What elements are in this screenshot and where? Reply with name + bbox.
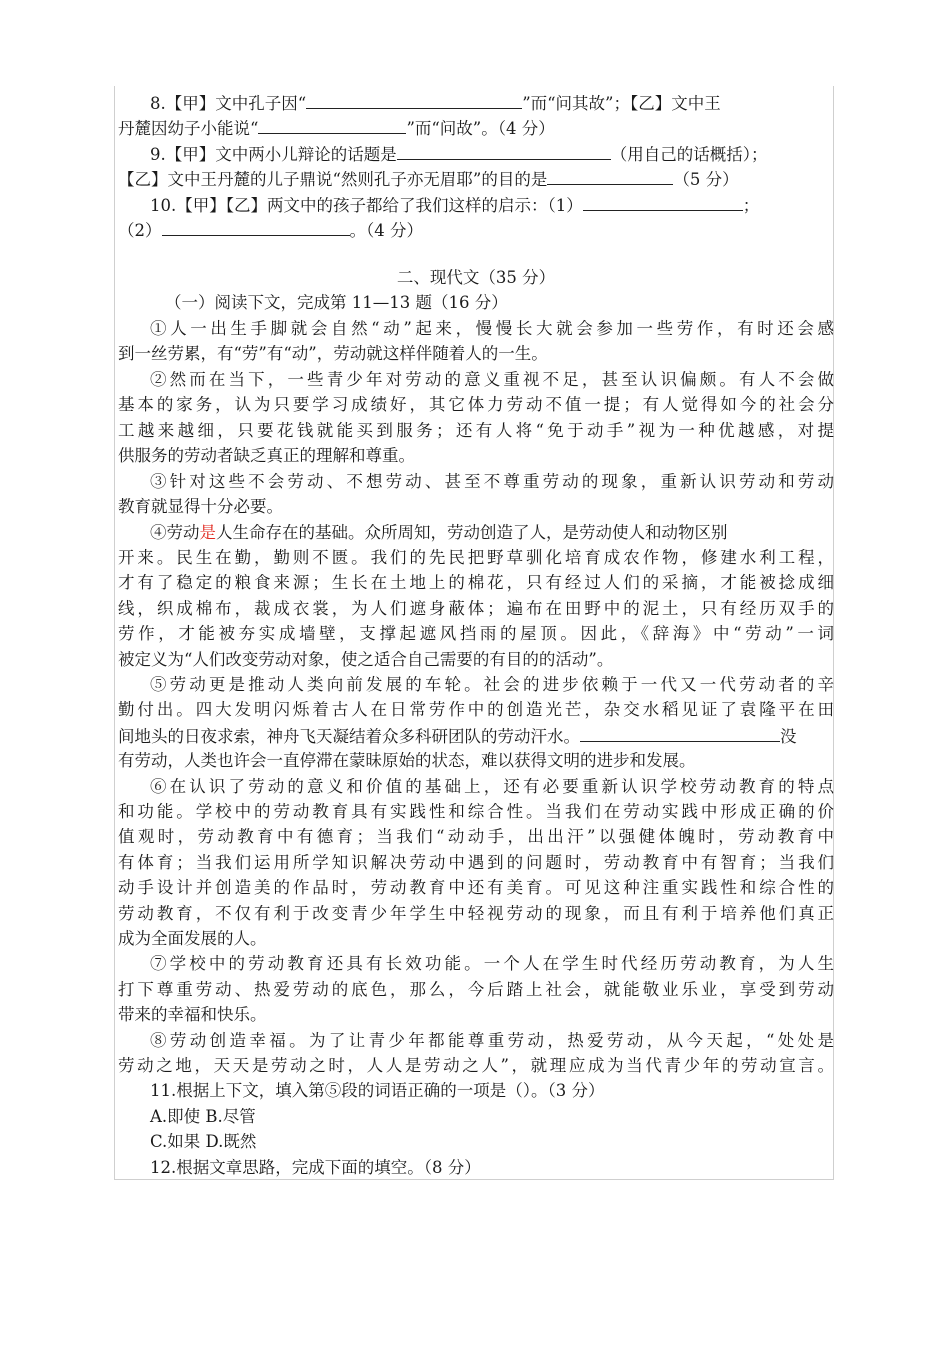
p3-line: 教育就显得十分必要。 <box>118 497 283 516</box>
p2-line: ②然而在当下，一些青少年对劳动的意义重视不足，甚至认识偏颇。有人不会做 <box>150 370 834 389</box>
p7-line: ⑦学校中的劳动教育还具有长效功能。一个人在学生时代经历劳动教育，为人生 <box>150 954 834 973</box>
q10-text-c: （2） <box>118 221 162 240</box>
p7-line: 带来的幸福和快乐。 <box>118 1005 267 1024</box>
p4-line: 劳作，才能被夯实成墙壁，支撑起遮风挡雨的屋顶。因此，《辞海》中“劳动”一词 <box>118 624 834 643</box>
p5-text-a: 间地头的日夜求索，神舟飞天凝结着众多科研团队的劳动汗水。 <box>118 727 580 746</box>
q8-text-d: ”而“问故”。（4 分） <box>406 119 555 138</box>
q9-blank-2[interactable] <box>547 166 673 185</box>
section-title: 二、现代文（35 分） <box>396 268 556 287</box>
p6-line: 有体育；当我们运用所学知识解决劳动中遇到的问题时，劳动教育中有智育；当我们 <box>118 853 834 872</box>
p1-line: ①人一出生手脚就会自然“动”起来，慢慢长大就会参加一些劳作，有时还会感 <box>150 319 834 338</box>
p5-line: 有劳动，人类也许会一直停滞在蒙昧原始的状态，难以获得文明的进步和发展。 <box>118 751 696 770</box>
p4-line: 才有了稳定的粮食来源；生长在土地上的棉花，只有经过人们的采摘，才能被捻成细 <box>118 573 834 592</box>
q9-blank-1[interactable] <box>397 141 611 160</box>
q8-text-c: 丹麓因幼子小能说“ <box>118 119 259 138</box>
p4-line: 被定义为“人们改变劳动对象，使之适合自己需要的有目的的活动”。 <box>118 650 614 669</box>
q11-question: 11.根据上下文，填入第⑤段的词语正确的一项是（）。（3 分） <box>150 1081 605 1100</box>
p4-text-b: 人生命存在的基础。众所周知，劳动创造了人，是劳动使人和动物区别 <box>216 523 728 542</box>
p6-line: 成为全面发展的人。 <box>118 929 267 948</box>
q9-text-b: （用自己的话概括）； <box>610 145 768 164</box>
p5-text-b: 没 <box>780 727 797 746</box>
q8-text-b: ”而“问其故”；【乙】文中王 <box>522 94 721 113</box>
p6-line: 和功能。学校中的劳动教育具有实践性和综合性。当我们在劳动实践中形成正确的价 <box>118 802 834 821</box>
p2-line: 供服务的劳动者缺乏真正的理解和尊重。 <box>118 446 415 465</box>
p4-line: 线，织成棉布，裁成衣裳，为人们遮身蔽体；遍布在田野中的泥土，只有经历双手的 <box>118 599 834 618</box>
q12-question: 12.根据文章思路，完成下面的填空。（8 分） <box>150 1158 481 1177</box>
p5-line <box>118 723 834 748</box>
q10-text-a: 10.【甲】【乙】两文中的孩子都给了我们这样的启示：（1） <box>150 196 583 215</box>
p2-line: 基本的家务，认为只要学习成绩好，其它体力劳动不值一提；有人觉得如今的社会分 <box>118 395 834 414</box>
p5-blank[interactable] <box>580 723 780 742</box>
p4-line: 开来。民生在勤，勤则不匮。我们的先民把野草驯化培育成农作物，修建水利工程， <box>118 548 834 567</box>
q10-blank-1[interactable] <box>583 192 743 211</box>
p8-line: ⑧劳动创造幸福。为了让青少年都能尊重劳动，热爱劳动，从今天起，“处处是 <box>150 1031 834 1050</box>
p6-line: 动手设计并创造美的作品时，劳动教育中还有美育。可见这种注重实践性和综合性的 <box>118 878 834 897</box>
q11-options-cd: C.如果 D.既然 <box>150 1132 257 1151</box>
q10-blank-2[interactable] <box>162 217 350 236</box>
q10-text-b: ； <box>742 196 760 215</box>
q8-line1 <box>150 90 834 115</box>
q11-options-ab: A.即使 B.尽管 <box>150 1107 256 1126</box>
q8-line2 <box>118 115 834 140</box>
p7-line: 打下尊重劳动、热爱劳动的底色，那么，今后踏上社会，就能敬业乐业，享受到劳动 <box>118 980 834 999</box>
q8-blank-2[interactable] <box>258 115 406 134</box>
q10-line2 <box>118 217 834 242</box>
p3-line: ③针对这些不会劳动、不想劳动、甚至不尊重劳动的现象，重新认识劳动和劳动 <box>150 472 834 491</box>
q9-text-a: 9.【甲】文中两小儿辩论的话题是 <box>150 145 397 164</box>
p1-line: 到一丝劳累，有“劳”有“动”，劳动就这样伴随着人的一生。 <box>118 344 548 363</box>
p2-line: 工越来越细，只要花钱就能买到服务；还有人将“免于动手”视为一种优越感，对提 <box>118 421 834 440</box>
subsection-title: （一）阅读下文，完成第 11—13 题（16 分） <box>165 293 508 312</box>
p4-highlight: 是 <box>199 523 216 542</box>
p5-line: 勤付出。四大发明闪烁着古人在日常劳作中的创造光芒，杂交水稻见证了袁隆平在田 <box>118 700 834 719</box>
q10-line1 <box>150 192 834 217</box>
q8-blank-1[interactable] <box>306 90 522 109</box>
p6-line: 劳动教育，不仅有利于改变青少年学生中轻视劳动的现象，而且有利于培养他们真正 <box>118 904 834 923</box>
p5-line: ⑤劳动更是推动人类向前发展的车轮。社会的进步依赖于一代又一代劳动者的辛 <box>150 675 834 694</box>
q10-text-d: 。（4 分） <box>349 221 423 240</box>
q8-text-a: 8.【甲】文中孔子因“ <box>150 94 307 113</box>
q9-text-d: （5 分） <box>673 170 739 189</box>
p6-line: ⑥在认识了劳动的意义和价值的基础上，还有必要重新认识学校劳动教育的特点 <box>150 777 834 796</box>
p8-line: 劳动之地，天天是劳动之时，人人是劳动之人”，就理应成为当代青少年的劳动宣言。 <box>118 1056 834 1075</box>
q9-text-c: 【乙】文中王丹麓的儿子鼎说“然则孔子亦无眉耶”的目的是 <box>118 170 548 189</box>
p4-text-a: ④劳动 <box>150 523 200 542</box>
p6-line: 值观时，劳动教育中有德育；当我们“动动手，出出汗”以强健体魄时，劳动教育中 <box>118 827 834 846</box>
q9-line1 <box>150 141 834 166</box>
q9-line2 <box>118 166 834 191</box>
p4-line <box>150 520 834 545</box>
